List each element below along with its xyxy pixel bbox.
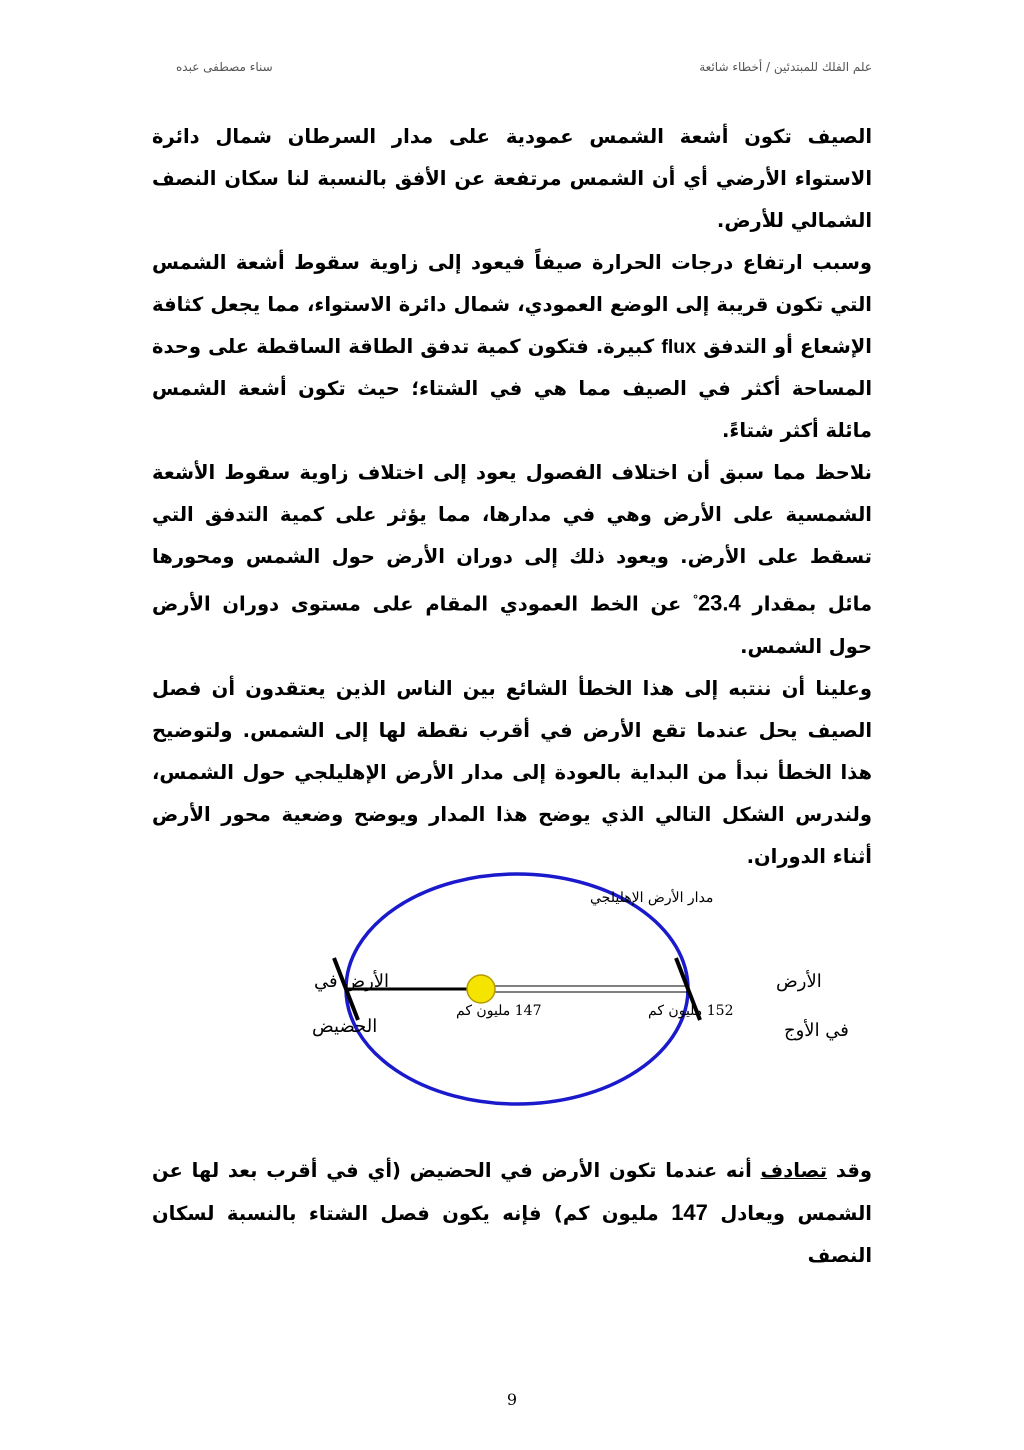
paragraph-3-part-a: نلاحظ مما سبق أن اختلاف الفصول يعود إلى اختلاف زاوية سقوط الأشعة الشمسية على الأرض وهي في مدارها، مما يؤثر على كمية التدفق التي تسقط على الأرض. ويعود ذلك إلى دوران الأرض حول الشمس ومحورها مائل بمقدار	[152, 461, 873, 616]
paragraph-1: الصيف تكون أشعة الشمس عمودية على مدار السرطان شمال دائرة الاستواء الأرضي أي أن الشمس مرتفعة عن الأفق بالنسبة لنا سكان النصف الشمالي للأرض.	[152, 125, 872, 232]
sun	[467, 975, 495, 1003]
header-title: علم الفلك للمبتدئين / أخطاء شائعة	[699, 60, 872, 74]
perihelion-distance-label: 147 مليون كم	[456, 1003, 542, 1019]
paragraph-2-part-b: كبيرة. فتكون كمية تدفق الطاقة الساقطة على وحدة المساحة أكثر في الصيف مما هي في الشتاء؛ حيث تكون أشعة الشمس مائلة أكثر شتاءً.	[152, 335, 872, 442]
paragraph-5-part-a: وقد	[835, 1159, 872, 1182]
perihelion-label-line2: الحضيض	[312, 1016, 378, 1037]
perihelion-number: 147	[671, 1200, 708, 1225]
paragraph-5-part-c: مليون كم) فإنه يكون فصل الشتاء بالنسبة لسكان النصف	[152, 1202, 872, 1267]
paragraph-5	[152, 1150, 872, 1277]
paragraph-3-part-b: عن الخط العمودي المقام على مستوى دوران الأرض حول الشمس.	[152, 592, 872, 658]
aphelion-distance-label: 152 مليون كم	[648, 1003, 734, 1019]
aphelion-label-line1: الأرض	[776, 971, 822, 992]
underlined-word: تصادف	[760, 1159, 828, 1182]
earth-orbit-diagram	[200, 862, 849, 1122]
paragraph-2	[152, 242, 872, 452]
aphelion-label-line2: في الأوج	[784, 1020, 849, 1041]
paragraph-2-part-a: وسبب ارتفاع درجات الحرارة صيفاً فيعود إلى زاوية سقوط أشعة الشمس التي تكون قريبة إلى الوضع العمودي، شمال دائرة الاستواء، مما يجعل كثافة الإشعاع أو التدفق	[152, 251, 872, 358]
flux-term: flux	[661, 336, 697, 358]
perihelion-label-line1: الأرض في	[314, 971, 390, 992]
paragraph-3	[152, 452, 872, 668]
bottom-text	[152, 1150, 872, 1277]
tilt-angle: 23.4	[697, 590, 741, 616]
page-number: 9	[506, 1390, 518, 1409]
header-author: سناء مصطفى عبده	[176, 60, 273, 74]
paragraph-4: وعلينا أن ننتبه إلى هذا الخطأ الشائع بين الناس الذين يعتقدون أن فصل الصيف يحل عندما تقع الأرض في أقرب نقطة لها إلى الشمس. ولتوضيح هذا الخطأ نبدأ من البداية بالعودة إلى مدار الأرض الإهليلجي حول الشمس، ولندرس الشكل التالي الذي يوضح هذا المدار ويوضح وضعية محور الأرض أثناء الدوران.	[152, 676, 872, 868]
body-text	[152, 116, 872, 878]
orbit-label: مدار الأرض الإهليلجي	[590, 890, 714, 906]
degree-symbol: °	[693, 592, 698, 606]
paragraph-5-part-b: أنه عندما تكون الأرض في الحضيض (أي في أقرب بعد لها عن الشمس ويعادل	[152, 1159, 872, 1225]
